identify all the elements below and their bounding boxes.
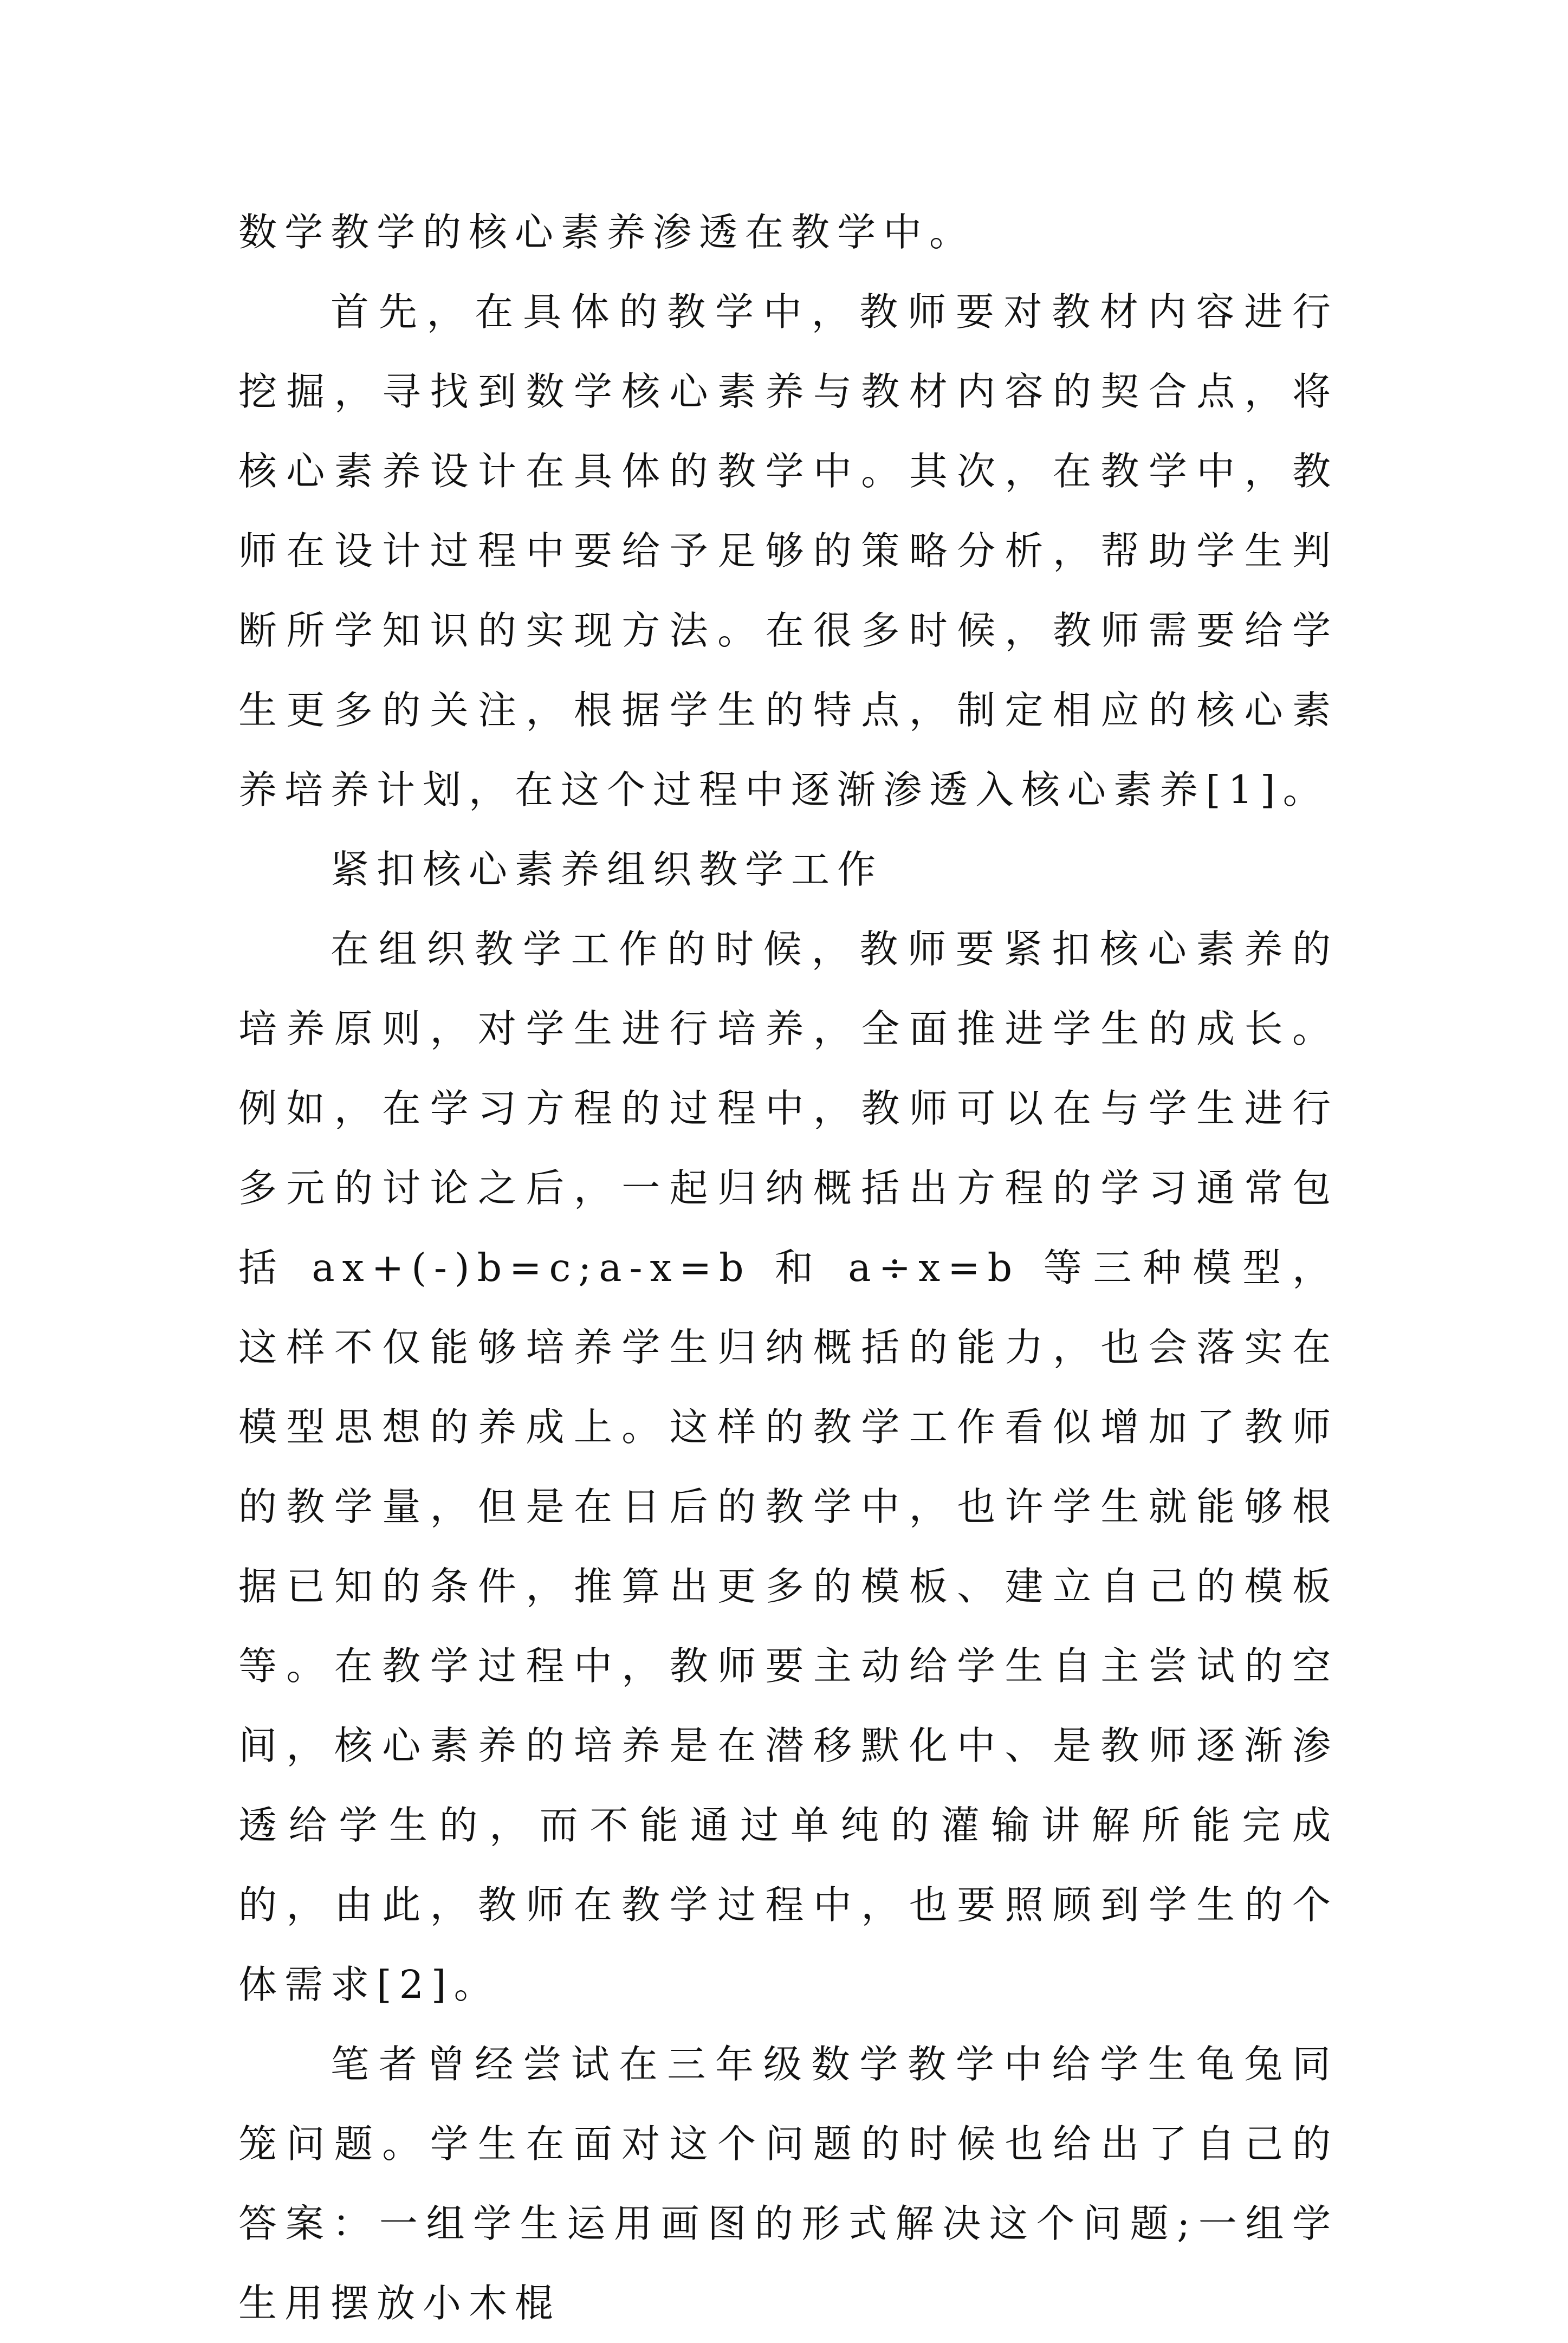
paragraph-intro: 数学教学的核心素养渗透在教学中。: [238, 210, 976, 255]
document-body: [238, 192, 1338, 2343]
section-heading: 紧扣核心素养组织教学工作: [331, 847, 884, 892]
paragraph-organize-teaching: 在组织教学工作的时候，教师要紧扣核心素养的培养原则，对学生进行培养，全面推进学生的成长。例如，在学习方程的过程中，教师可以在与学生进行多元的讨论之后，一起归纳概括出方程的学习通常包括 ax+(-)b=c;a-x=b 和 a÷x=b 等三种模型，这样不仅能够培养学生归纳概括的能力，也会落实在模型思想的养成上。这样的教学工作看似增加了教师的教学量，但是在日后的教学中，也许学生就能够根据已知的条件，推算出更多的模板、建立自己的模板等。在教学过程中，教师要主动给学生自主尝试的空间，核心素养的培养是在潜移默化中、是教师逐渐渗透给学生的，而不能通过单纯的灌输讲解所能完成的，由此，教师在教学过程中，也要照顾到学生的个体需求[2]。: [238, 927, 1338, 2007]
paragraph-first-second-steps: 首先，在具体的教学中，教师要对教材内容进行挖掘，寻找到数学核心素养与教材内容的契合点，将核心素养设计在具体的教学中。其次，在教学中，教师在设计过程中要给予足够的策略分析，帮助学生判断所学知识的实现方法。在很多时候，教师需要给学生更多的关注，根据学生的特点，制定相应的核心素养培养计划，在这个过程中逐渐渗透入核心素养[1]。: [238, 289, 1338, 812]
paragraph-author-example: 笔者曾经尝试在三年级数学教学中给学生龟兔同笼问题。学生在面对这个问题的时候也给出了自己的答案：一组学生运用画图的形式解决这个问题;一组学生用摆放小木棍: [238, 2042, 1338, 2326]
